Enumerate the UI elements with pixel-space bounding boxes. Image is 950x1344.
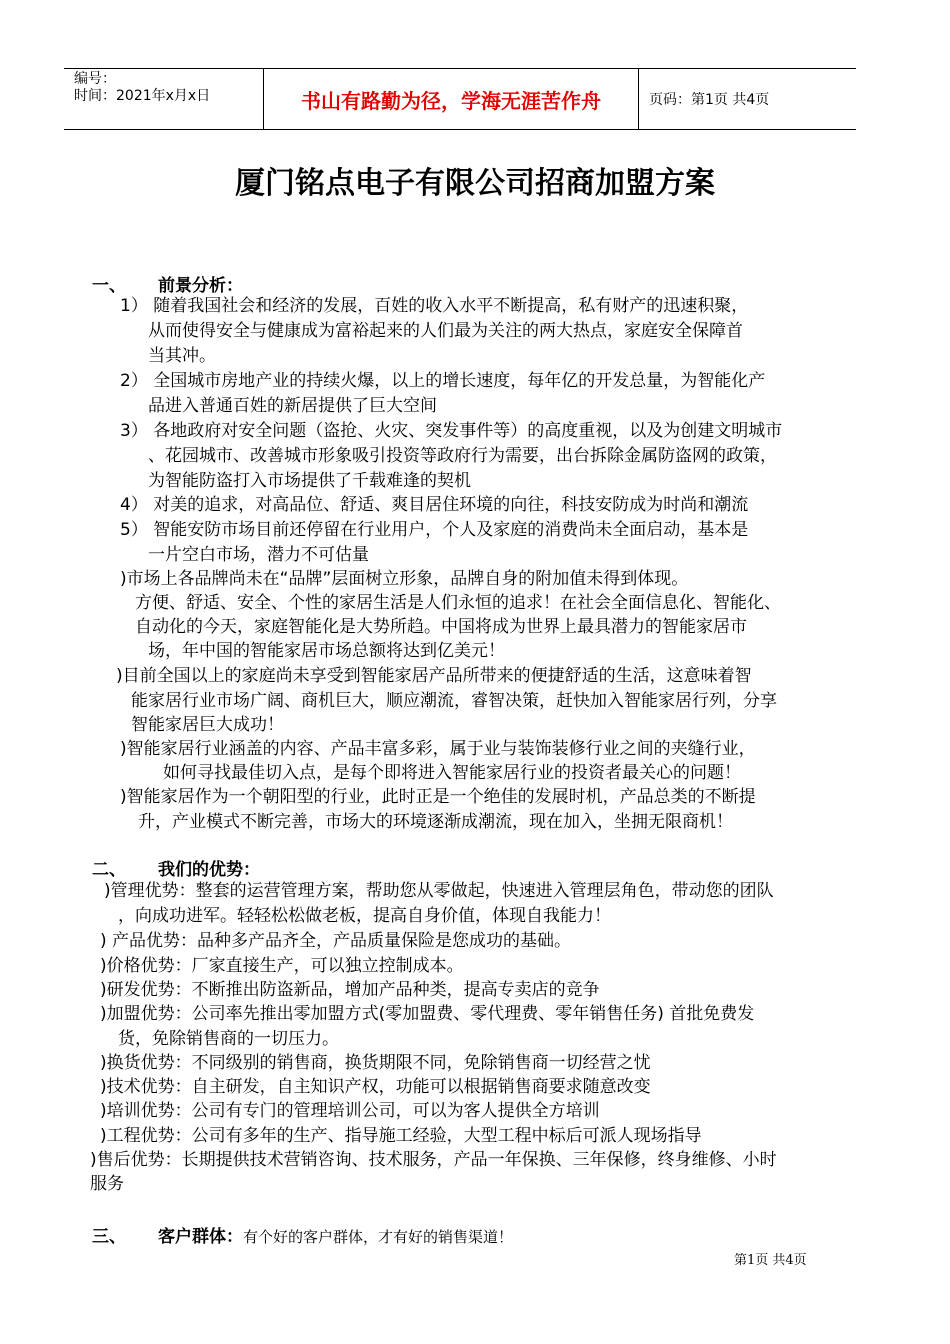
header-page-label: 页码：第1页 共4页: [649, 92, 770, 108]
section-1-line: 4） 对美的追求，对高品位、舒适、爽目居住环境的向往，科技安防成为时尚和潮流: [120, 495, 749, 515]
section-1-line: 2） 全国城市房地产业的持续火爆，以上的增长速度，每年亿的开发总量，为智能化产: [120, 371, 766, 391]
section-1-line: 方便、舒适、安全、个性的家居生活是人们永恒的追求！在社会全面信息化、智能化、: [135, 593, 781, 613]
section-2-line: ) 产品优势：品种多产品齐全，产品质量保险是您成功的基础。: [100, 931, 572, 951]
section-2-line: )换货优势：不同级别的销售商，换货期限不同，免除销售商一切经营之忧: [100, 1053, 651, 1073]
section-1-number: 一、: [92, 276, 126, 296]
section-3-title: [158, 1222, 513, 1247]
section-1-line: 5） 智能安防市场目前还停留在行业用户，个人及家庭的消费尚未全面启动，基本是: [120, 520, 749, 540]
header-meta: [64, 69, 264, 129]
section-1-line: 一片空白市场，潜力不可估量: [148, 545, 369, 565]
section-2-title: 我们的优势：: [158, 860, 260, 880]
section-1-line: )智能家居行业涵盖的内容、产品丰富多彩，属于业与装饰装修行业之间的夹缝行业，: [120, 739, 756, 759]
section-1-line: 1） 随着我国社会和经济的发展，百姓的收入水平不断提高，私有财产的迅速积聚，: [120, 296, 749, 316]
section-1-line: 品进入普通百姓的新居提供了巨大空间: [148, 396, 437, 416]
header-motto: 书山有路勤为径，学海无涯苦作舟: [264, 69, 639, 129]
section-1-line: 从而使得安全与健康成为富裕起来的人们最为关注的两大热点，家庭安全保障首: [148, 321, 743, 341]
section-1-title: 前景分析：: [158, 276, 243, 296]
section-1-line: 能家居行业市场广阔、商机巨大，顺应潮流，睿智决策，赶快加入智能家居行列，分享: [131, 691, 777, 711]
section-1-line: 场，年中国的智能家居市场总额将达到亿美元！: [148, 641, 505, 661]
section-2-line: ，向成功进军。轻轻松松做老板，提高自身价值，体现自我能力！: [118, 906, 611, 926]
time-label: 时间：2021年x月x日: [74, 88, 211, 104]
section-2-line: 货，免除销售商的一切压力。: [118, 1029, 339, 1049]
section-1-line: )目前全国以上的家庭尚未享受到智能家居产品所带来的便捷舒适的生活，这意味着智: [116, 666, 752, 686]
section-3-number: 三、: [92, 1227, 126, 1247]
section-1-line: )市场上各品牌尚未在“品牌”层面树立形象，品牌自身的附加值未得到体现。: [120, 569, 689, 589]
section-2-line: )价格优势：厂家直接生产，可以独立控制成本。: [100, 956, 464, 976]
section-2-line: )管理优势：整套的运营管理方案，帮助您从零做起，快速进入管理层角色，带动您的团队: [104, 881, 774, 901]
section-1-line: 自动化的今天，家庭智能化是大势所趋。中国将成为世界上最具潜力的智能家居市: [135, 617, 747, 637]
section-1-line: 智能家居巨大成功！: [131, 715, 284, 735]
section-3-title-text: 客户群体：: [158, 1227, 243, 1247]
section-1-line: 当其冲。: [148, 346, 216, 366]
section-2-line: )研发优势：不断推出防盗新品，增加产品种类，提高专卖店的竞争: [100, 980, 600, 1000]
section-1-line: 为智能防盗打入市场提供了千载难逢的契机: [148, 471, 471, 491]
section-2-line: )技术优势：自主研发，自主知识产权，功能可以根据销售商要求随意改变: [100, 1077, 651, 1097]
section-2-line: )售后优势：长期提供技术营销咨询、技术服务，产品一年保换、三年保修，终身维修、小时: [90, 1150, 777, 1170]
section-1-line: 升，产业模式不断完善，市场大的环境逐渐成潮流，现在加入，坐拥无限商机！: [138, 812, 733, 832]
section-2-line: 服务: [90, 1174, 124, 1194]
page-header: [64, 68, 856, 130]
page-footer: 第1页 共4页: [734, 1253, 807, 1268]
section-2-number: 二、: [92, 860, 126, 880]
number-label: 编号：: [74, 71, 116, 87]
section-2-line: )加盟优势：公司率先推出零加盟方式(零加盟费、零代理费、零年销售任务) 首批免费发: [100, 1004, 755, 1024]
document-title: 厦门铭点电子有限公司招商加盟方案: [235, 166, 715, 201]
section-3-note: 有个好的客户群体，才有好的销售渠道！: [243, 1228, 514, 1246]
section-1-line: 、花园城市、改善城市形象吸引投资等政府行为需要，出台拆除金属防盗网的政策，: [148, 446, 777, 466]
section-1-line: 3） 各地政府对安全问题（盗抢、火灾、突发事件等）的高度重视，以及为创建文明城市: [120, 421, 783, 441]
section-1-line: )智能家居作为一个朝阳型的行业，此时正是一个绝佳的发展时机，产品总类的不断提: [120, 787, 756, 807]
section-1-line: 如何寻找最佳切入点，是每个即将进入智能家居行业的投资者最关心的问题！: [163, 763, 741, 783]
section-2-line: )工程优势：公司有多年的生产、指导施工经验，大型工程中标后可派人现场指导: [100, 1126, 702, 1146]
section-2-line: )培训优势：公司有专门的管理培训公司，可以为客人提供全方培训: [100, 1101, 600, 1121]
